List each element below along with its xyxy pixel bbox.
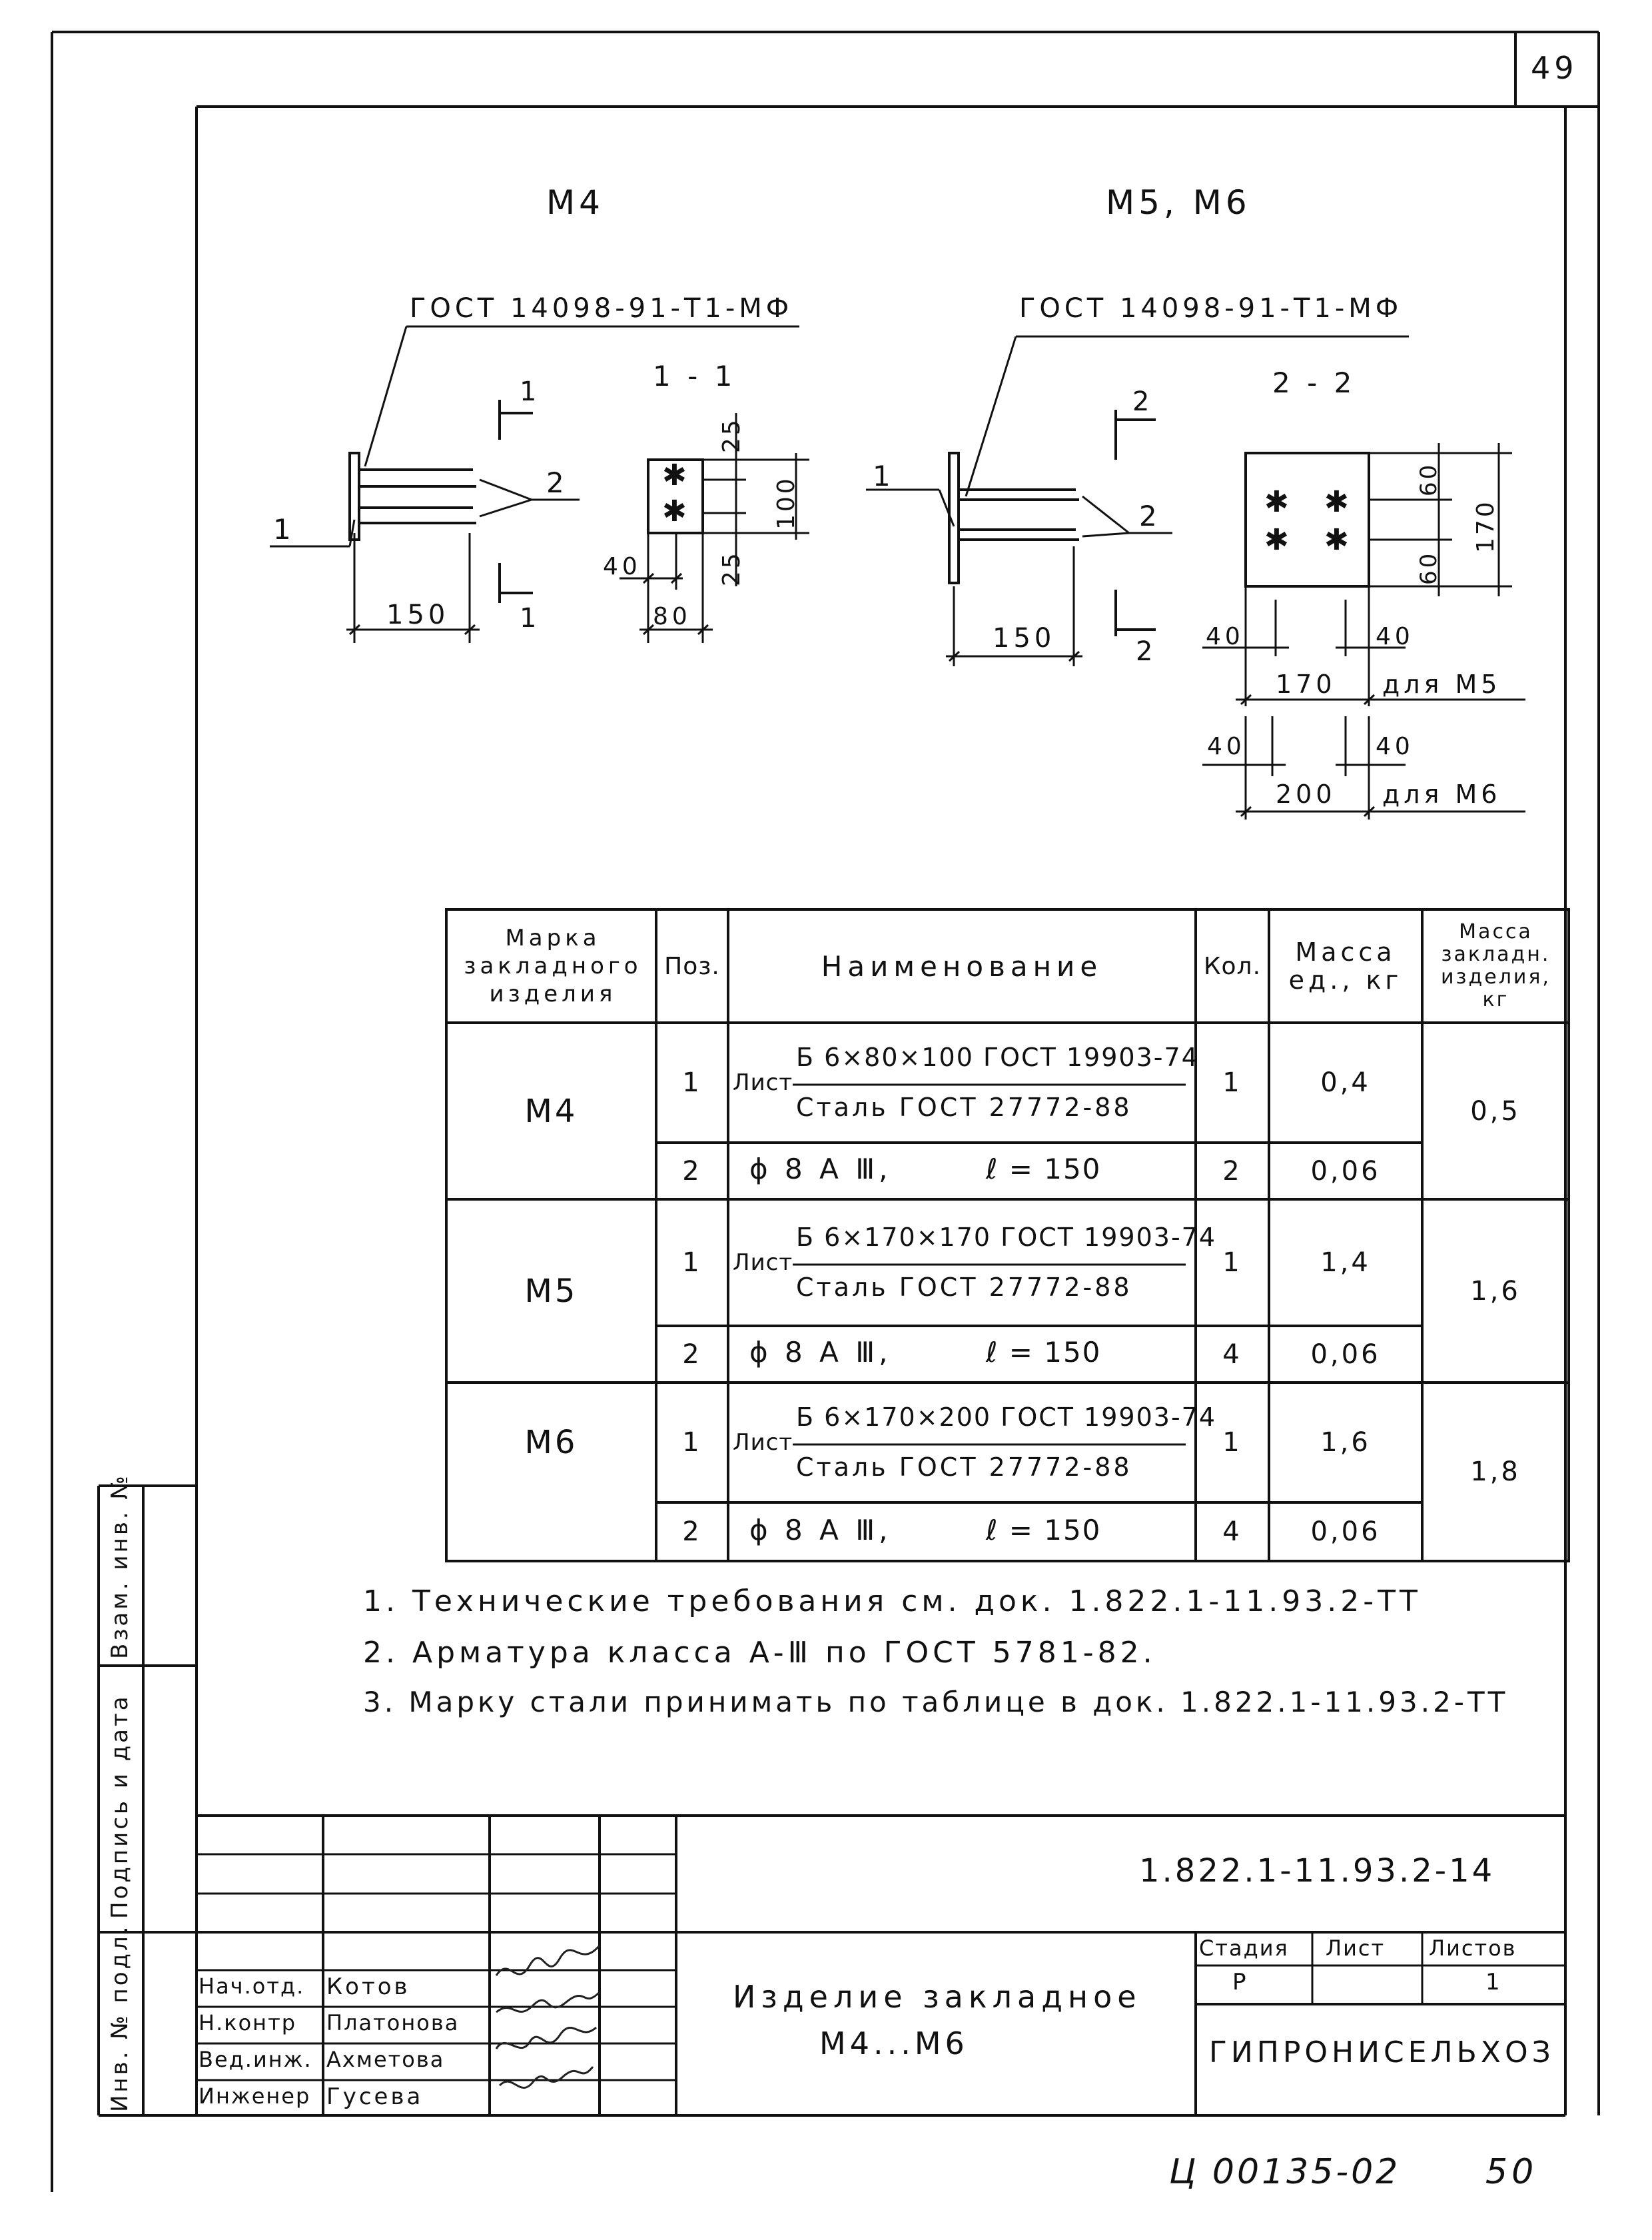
dim-80: 80 xyxy=(653,603,691,630)
row-mass: 1,6 xyxy=(1320,1427,1371,1458)
note-1: 1. Технические требования см. док. 1.822.1-11.93.2-ТТ xyxy=(363,1584,1422,1618)
position-1-label: 1 xyxy=(273,513,295,546)
page-number: 49 xyxy=(1531,50,1578,86)
sheets-value: 1 xyxy=(1485,1969,1503,1995)
row-qty: 1 xyxy=(1222,1427,1242,1458)
dim-200: 200 xyxy=(1276,780,1336,809)
dim-40-m5-left: 40 xyxy=(1206,623,1244,650)
total-mass-m5: 1,6 xyxy=(1470,1275,1521,1307)
staff-name: Гусева xyxy=(326,2083,424,2110)
row-pos: 2 xyxy=(682,1155,702,1187)
section-label-1-1: 1 - 1 xyxy=(653,360,737,392)
mark-m5: М5 xyxy=(524,1272,578,1310)
drawing-title-m5-m6: М5, М6 xyxy=(1106,183,1251,222)
row-qty: 1 xyxy=(1222,1067,1242,1098)
dim-40-m6-left: 40 xyxy=(1207,733,1246,760)
sheet-spec-top: Б 6×170×170 ГОСТ 19903-74 xyxy=(796,1223,1217,1252)
stage-label: Стадия xyxy=(1199,1936,1289,1961)
header-pos: Поз. xyxy=(664,952,720,980)
header-mass-unit: Масса ед., кг xyxy=(1288,937,1403,995)
staff-name: Ахметова xyxy=(326,2047,445,2072)
svg-text:✱: ✱ xyxy=(662,458,687,492)
gost-leader-label-m5: ГОСТ 14098-91-Т1-МФ xyxy=(1019,293,1403,324)
sheet-label: Лист xyxy=(1326,1936,1386,1961)
svg-text:✱: ✱ xyxy=(1264,485,1289,519)
staff-role: Вед.инж. xyxy=(199,2047,312,2072)
label-for-m6: для М6 xyxy=(1382,780,1501,809)
section-label-2-2: 2 - 2 xyxy=(1272,366,1356,399)
staff-role: Нач.отд. xyxy=(199,1973,305,1999)
sheet-spec-top: Б 6×80×100 ГОСТ 19903-74 xyxy=(796,1043,1199,1072)
staff-role: Н.контр xyxy=(199,2010,297,2035)
rebar-spec: ϕ 8 А Ⅲ, xyxy=(749,1336,892,1369)
row-pos: 2 xyxy=(682,1516,702,1547)
organization: ГИПРОНИСЕЛЬХОЗ xyxy=(1209,2035,1555,2069)
sheet-spec-bottom: Сталь ГОСТ 27772-88 xyxy=(796,1452,1132,1482)
document-code: 1.822.1-11.93.2-14 xyxy=(1139,1852,1495,1890)
row-pos: 1 xyxy=(682,1067,702,1098)
dim-25-top: 25 xyxy=(718,417,745,453)
side-vzam-inv: Взам. инв. № xyxy=(107,1473,133,1659)
dim-40-m6-right: 40 xyxy=(1376,733,1414,760)
header-mark: Марка закладного изделия xyxy=(464,925,642,1007)
row-mass: 1,4 xyxy=(1320,1247,1371,1278)
cut-mark-top: 1 xyxy=(520,376,541,407)
gost-leader-label-m4: ГОСТ 14098-91-Т1-МФ xyxy=(410,293,793,324)
dim-40-m5-right: 40 xyxy=(1376,623,1414,650)
mark-m4: М4 xyxy=(524,1092,578,1130)
side-inv-podl: Инв. № подл. xyxy=(107,1924,133,2112)
total-mass-m4: 0,5 xyxy=(1470,1095,1521,1127)
svg-text:✱: ✱ xyxy=(662,494,687,528)
dim-length: 150 xyxy=(386,600,450,630)
svg-text:✱: ✱ xyxy=(1324,485,1349,519)
position-2-label: 2 xyxy=(546,466,568,499)
note-2: 2. Арматура класса А-Ⅲ по ГОСТ 5781-82. xyxy=(363,1636,1156,1670)
sheets-label: Листов xyxy=(1429,1936,1517,1961)
row-qty: 4 xyxy=(1222,1516,1242,1547)
dim-40: 40 xyxy=(603,553,641,580)
row-mass: 0,06 xyxy=(1310,1155,1381,1187)
row-qty: 1 xyxy=(1222,1247,1242,1278)
row-mass: 0,06 xyxy=(1310,1339,1381,1370)
dim-60-bottom: 60 xyxy=(1416,550,1442,585)
dim-170-horizontal: 170 xyxy=(1276,670,1336,699)
position-2-label: 2 xyxy=(1139,500,1161,532)
note-3: 3. Марку стали принимать по таблице в док. 1.822.1-11.93.2-ТТ xyxy=(363,1686,1509,1718)
dim-60-top: 60 xyxy=(1416,462,1442,496)
label-for-m5: для М5 xyxy=(1382,670,1501,699)
row-qty: 2 xyxy=(1222,1155,1242,1187)
rebar-length: ℓ = 150 xyxy=(986,1336,1102,1369)
archive-page: 50 xyxy=(1485,2152,1538,2192)
stage-value: Р xyxy=(1232,1969,1249,1995)
svg-text:✱: ✱ xyxy=(1324,523,1349,557)
header-qty: Кол. xyxy=(1203,952,1262,980)
header-name: Наименование xyxy=(821,949,1103,983)
row-mass: 0,4 xyxy=(1320,1067,1371,1098)
staff-name: Платонова xyxy=(326,2010,460,2035)
staff-name: Котов xyxy=(326,1973,410,2000)
rebar-length: ℓ = 150 xyxy=(986,1514,1102,1546)
position-1-label: 1 xyxy=(873,460,895,492)
sheet-spec-bottom: Сталь ГОСТ 27772-88 xyxy=(796,1093,1132,1122)
row-mass: 0,06 xyxy=(1310,1516,1381,1547)
rebar-spec: ϕ 8 А Ⅲ, xyxy=(749,1514,892,1546)
row-qty: 4 xyxy=(1222,1339,1242,1370)
archive-code: Ц 00135-02 xyxy=(1169,2152,1401,2192)
staff-role: Инженер xyxy=(199,2083,311,2109)
rebar-length: ℓ = 150 xyxy=(986,1153,1102,1185)
header-mass-item: Масса закладн. изделия, кг xyxy=(1441,920,1551,1011)
svg-text:✱: ✱ xyxy=(1264,523,1289,557)
cut-mark-bottom: 2 xyxy=(1136,636,1157,667)
cut-mark-top: 2 xyxy=(1132,386,1154,417)
total-mass-m6: 1,8 xyxy=(1470,1456,1521,1487)
row-pos: 2 xyxy=(682,1339,702,1370)
side-sign-date: Подпись и дата xyxy=(107,1694,133,1919)
dim-100: 100 xyxy=(773,476,800,530)
sheet-prefix: Лист xyxy=(733,1069,793,1096)
dim-25-bottom: 25 xyxy=(718,550,745,586)
rebar-spec: ϕ 8 А Ⅲ, xyxy=(749,1153,892,1185)
row-pos: 1 xyxy=(682,1427,702,1458)
product-name: Изделие закладное xyxy=(733,1979,1142,2015)
product-range: М4...М6 xyxy=(819,2025,969,2061)
sheet-spec-bottom: Сталь ГОСТ 27772-88 xyxy=(796,1273,1132,1302)
dim-length: 150 xyxy=(993,623,1056,654)
cut-mark-bottom: 1 xyxy=(520,603,541,634)
row-pos: 1 xyxy=(682,1247,702,1278)
drawing-title-m4: М4 xyxy=(546,183,604,222)
sheet-spec-top: Б 6×170×200 ГОСТ 19903-74 xyxy=(796,1402,1217,1432)
mark-m6: М6 xyxy=(524,1424,578,1461)
dim-170-vertical: 170 xyxy=(1472,499,1499,553)
sheet-prefix: Лист xyxy=(733,1249,793,1276)
sheet-prefix: Лист xyxy=(733,1429,793,1456)
